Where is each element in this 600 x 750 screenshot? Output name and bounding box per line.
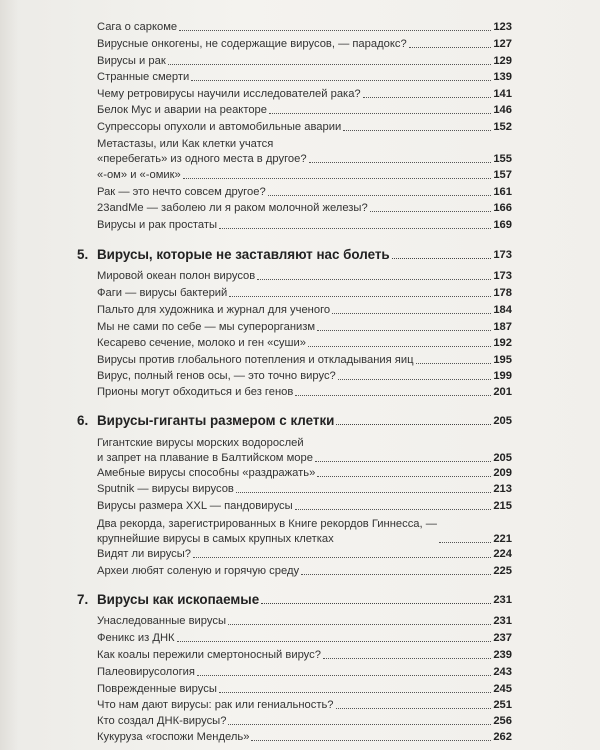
toc-entry-page: 231 (493, 615, 512, 627)
toc-entry (97, 54, 512, 69)
toc-entry-line-1: Два рекорда, зарегистрированных в Книге рекордов Гиннесса, — (97, 518, 437, 530)
dot-leader (236, 492, 491, 493)
toc-entry-title: Пальто для художника и журнал для ученого (97, 304, 331, 316)
toc-entry-page: 225 (493, 565, 512, 577)
toc-entry-page: 224 (493, 548, 512, 560)
toc-entry (97, 385, 512, 400)
dot-leader (301, 574, 491, 575)
toc-entry-page: 129 (493, 55, 512, 67)
dot-leader (323, 658, 491, 659)
toc-entry (97, 682, 512, 697)
toc-entry-page: 237 (493, 632, 512, 644)
toc-entry-line-2: крупнейшие вирусы в самых крупных клетках (97, 533, 334, 545)
toc-entry-page: 199 (493, 370, 512, 382)
dot-leader (193, 557, 491, 558)
toc-entry (97, 714, 512, 729)
toc-entry-page: 262 (493, 731, 512, 743)
toc-entry (97, 517, 512, 547)
toc-entry-page: 155 (493, 153, 512, 165)
toc-entry (97, 353, 512, 368)
chapter-title: Вирусы-гиганты размером с клетки (97, 413, 335, 428)
toc-entry (97, 269, 512, 284)
dot-leader (309, 162, 492, 163)
toc-entry-page: 251 (493, 699, 512, 711)
toc-entry (97, 218, 512, 233)
toc-entry-page: 127 (493, 38, 512, 50)
toc-entry (97, 369, 512, 384)
dot-leader (179, 30, 491, 31)
toc-entry (97, 286, 512, 301)
toc-entry (97, 482, 512, 497)
toc-entry (97, 137, 512, 167)
chapter-page: 205 (493, 415, 512, 427)
chapter-number: 6. (77, 413, 89, 428)
toc-entry (97, 698, 512, 713)
dot-leader (269, 113, 491, 114)
toc-entry-title: Что нам дают вирусы: рак или гениальность? (97, 699, 334, 711)
dot-leader (191, 80, 491, 81)
dot-leader (338, 379, 492, 380)
toc-entry-title: Амебные вирусы способны «раздражать» (97, 467, 316, 479)
toc-entry-title: Кесарево сечение, молоко и ген «суши» (97, 337, 306, 349)
toc-entry (97, 665, 512, 680)
toc-entry-page: 205 (493, 452, 512, 464)
toc-entry-title: Мировой океан полон вирусов (97, 270, 256, 282)
toc-entry-title: Кто создал ДНК-вирусы? (97, 715, 227, 727)
toc-entry-title: Прионы могут обходиться и без генов (97, 386, 294, 398)
toc-entry-title: Мы не сами по себе — мы суперорганизм (97, 321, 316, 333)
dot-leader (177, 641, 492, 642)
toc-entry-title: Археи любят соленую и горячую среду (97, 565, 300, 577)
toc-entry-title (97, 517, 437, 547)
toc-entry-page: 152 (493, 121, 512, 133)
toc-entry (97, 70, 512, 85)
toc-entry-title: Чему ретровирусы научили исследователей рака? (97, 88, 361, 100)
toc-entry-page: 187 (493, 321, 512, 333)
toc-entry-page: 173 (493, 270, 512, 282)
toc-entry-title: Кукуруза «госпожи Мендель» (97, 731, 250, 743)
toc-entry (97, 730, 512, 745)
dot-leader (219, 692, 491, 693)
dot-leader (439, 542, 491, 543)
dot-leader (295, 509, 492, 510)
dot-leader (228, 724, 491, 725)
page-gutter-shadow (0, 0, 18, 750)
dot-leader (409, 47, 492, 48)
toc-entry-page: 245 (493, 683, 512, 695)
toc-entry-title: Рак — это нечто совсем другое? (97, 186, 266, 198)
toc-entry (97, 466, 512, 481)
toc-entry (97, 436, 512, 466)
toc-entry-title: Поврежденные вирусы (97, 683, 217, 695)
toc-entry-title: «-ом» и «-омик» (97, 169, 181, 181)
toc-entry-page: 166 (493, 202, 512, 214)
chapter-title: Вирусы как ископаемые (97, 592, 260, 607)
toc-entry (97, 201, 512, 216)
toc-entry-title (97, 436, 313, 466)
dot-leader (332, 313, 491, 314)
toc-entry-title: Фаги — вирусы бактерий (97, 287, 228, 299)
toc-entry-page: 256 (493, 715, 512, 727)
toc-entry (97, 120, 512, 135)
dot-leader (392, 258, 492, 259)
toc-entry-page: 221 (493, 533, 512, 545)
toc-entry (97, 614, 512, 629)
toc-entry-title: Вирусы размера XXL — пандовирусы (97, 500, 293, 512)
toc-entry (97, 499, 512, 514)
toc-entry-title: Сага о саркоме (97, 21, 178, 33)
chapter-heading (77, 592, 512, 608)
dot-leader (197, 675, 491, 676)
toc-entry-title: Видят ли вирусы? (97, 548, 192, 560)
chapter-heading (77, 413, 512, 429)
toc-entry-page: 123 (493, 21, 512, 33)
toc-entry-title: Белок Myc и аварии на реакторе (97, 104, 267, 116)
dot-leader (295, 395, 491, 396)
toc-entry (97, 168, 512, 183)
toc-entry (97, 37, 512, 52)
toc-entry-page: 178 (493, 287, 512, 299)
toc-entry-title: Странные смерти (97, 71, 190, 83)
toc-entry-page: 157 (493, 169, 512, 181)
dot-leader (219, 228, 491, 229)
toc-entry-title: 23andMe — заболею ли я раком молочной железы? (97, 202, 368, 214)
toc-entry-page: 201 (493, 386, 512, 398)
toc-entry-title: Палеовирусология (97, 666, 195, 678)
toc-entry (97, 336, 512, 351)
toc-entry-line-2: «перебегать» из одного места в другое? (97, 153, 307, 165)
toc-entry-page: 209 (493, 467, 512, 479)
dot-leader (268, 195, 492, 196)
toc-entry-title: Sputnik — вирусы вирусов (97, 483, 234, 495)
toc-entry-page: 195 (493, 354, 512, 366)
chapter-number: 5. (77, 247, 89, 262)
dot-leader (317, 476, 491, 477)
dot-leader (315, 461, 491, 462)
dot-leader (416, 363, 492, 364)
toc-entry-page: 239 (493, 649, 512, 661)
toc-entry (97, 103, 512, 118)
dot-leader (317, 330, 491, 331)
toc-entry-title: Феникс из ДНК (97, 632, 175, 644)
dot-leader (183, 178, 492, 179)
chapter-page: 231 (493, 594, 512, 606)
toc-entry (97, 631, 512, 646)
toc-entry-page: 141 (493, 88, 512, 100)
toc-entry-line-1: Метастазы, или Как клетки учатся (97, 138, 274, 150)
toc-entry-page: 161 (493, 186, 512, 198)
dot-leader (336, 424, 491, 425)
chapter-heading (77, 247, 512, 263)
toc-entry-page: 215 (493, 500, 512, 512)
toc-entry-page: 184 (493, 304, 512, 316)
toc-entry-title (97, 137, 307, 167)
toc-entry (97, 303, 512, 318)
toc-entry (97, 185, 512, 200)
toc-entry-page: 139 (493, 71, 512, 83)
dot-leader (228, 624, 491, 625)
toc-entry-line-1: Гигантские вирусы морских водорослей (97, 437, 304, 449)
toc-entry-title: Супрессоры опухоли и автомобильные аварии (97, 121, 342, 133)
toc-entry-page: 169 (493, 219, 512, 231)
toc-entry-page: 243 (493, 666, 512, 678)
dot-leader (251, 740, 491, 741)
toc-entry-title: Вирусы и рак (97, 55, 166, 67)
dot-leader (257, 279, 491, 280)
toc-entry-title: Вирус, полный генов осы, — это точно вирус? (97, 370, 336, 382)
toc-entry (97, 547, 512, 562)
toc-entry-line-2: и запрет на плавание в Балтийском море (97, 452, 313, 464)
dot-leader (261, 603, 491, 604)
toc-entry (97, 320, 512, 335)
chapter-title: Вирусы, которые не заставляют нас болеть (97, 247, 390, 262)
toc-entry-title: Унаследованные вирусы (97, 615, 227, 627)
toc-entry (97, 648, 512, 663)
dot-leader (308, 346, 491, 347)
toc-entry (97, 20, 512, 35)
toc-entry-page: 213 (493, 483, 512, 495)
toc-entry (97, 564, 512, 579)
toc-entry (97, 87, 512, 102)
dot-leader (168, 64, 492, 65)
dot-leader (363, 97, 492, 98)
toc-entry-title: Вирусы и рак простаты (97, 219, 218, 231)
dot-leader (229, 296, 491, 297)
dot-leader (343, 130, 491, 131)
toc-entry-title: Вирусы против глобального потепления и откладывания яиц (97, 354, 414, 366)
dot-leader (336, 708, 492, 709)
toc-entry-title: Вирусные онкогены, не содержащие вирусов, — парадокс? (97, 38, 407, 50)
chapter-page: 173 (493, 249, 512, 261)
dot-leader (370, 211, 492, 212)
toc-entry-title: Как коалы пережили смертоносный вирус? (97, 649, 321, 661)
toc-entry-page: 192 (493, 337, 512, 349)
chapter-number: 7. (77, 592, 89, 607)
toc-entry-page: 146 (493, 104, 512, 116)
